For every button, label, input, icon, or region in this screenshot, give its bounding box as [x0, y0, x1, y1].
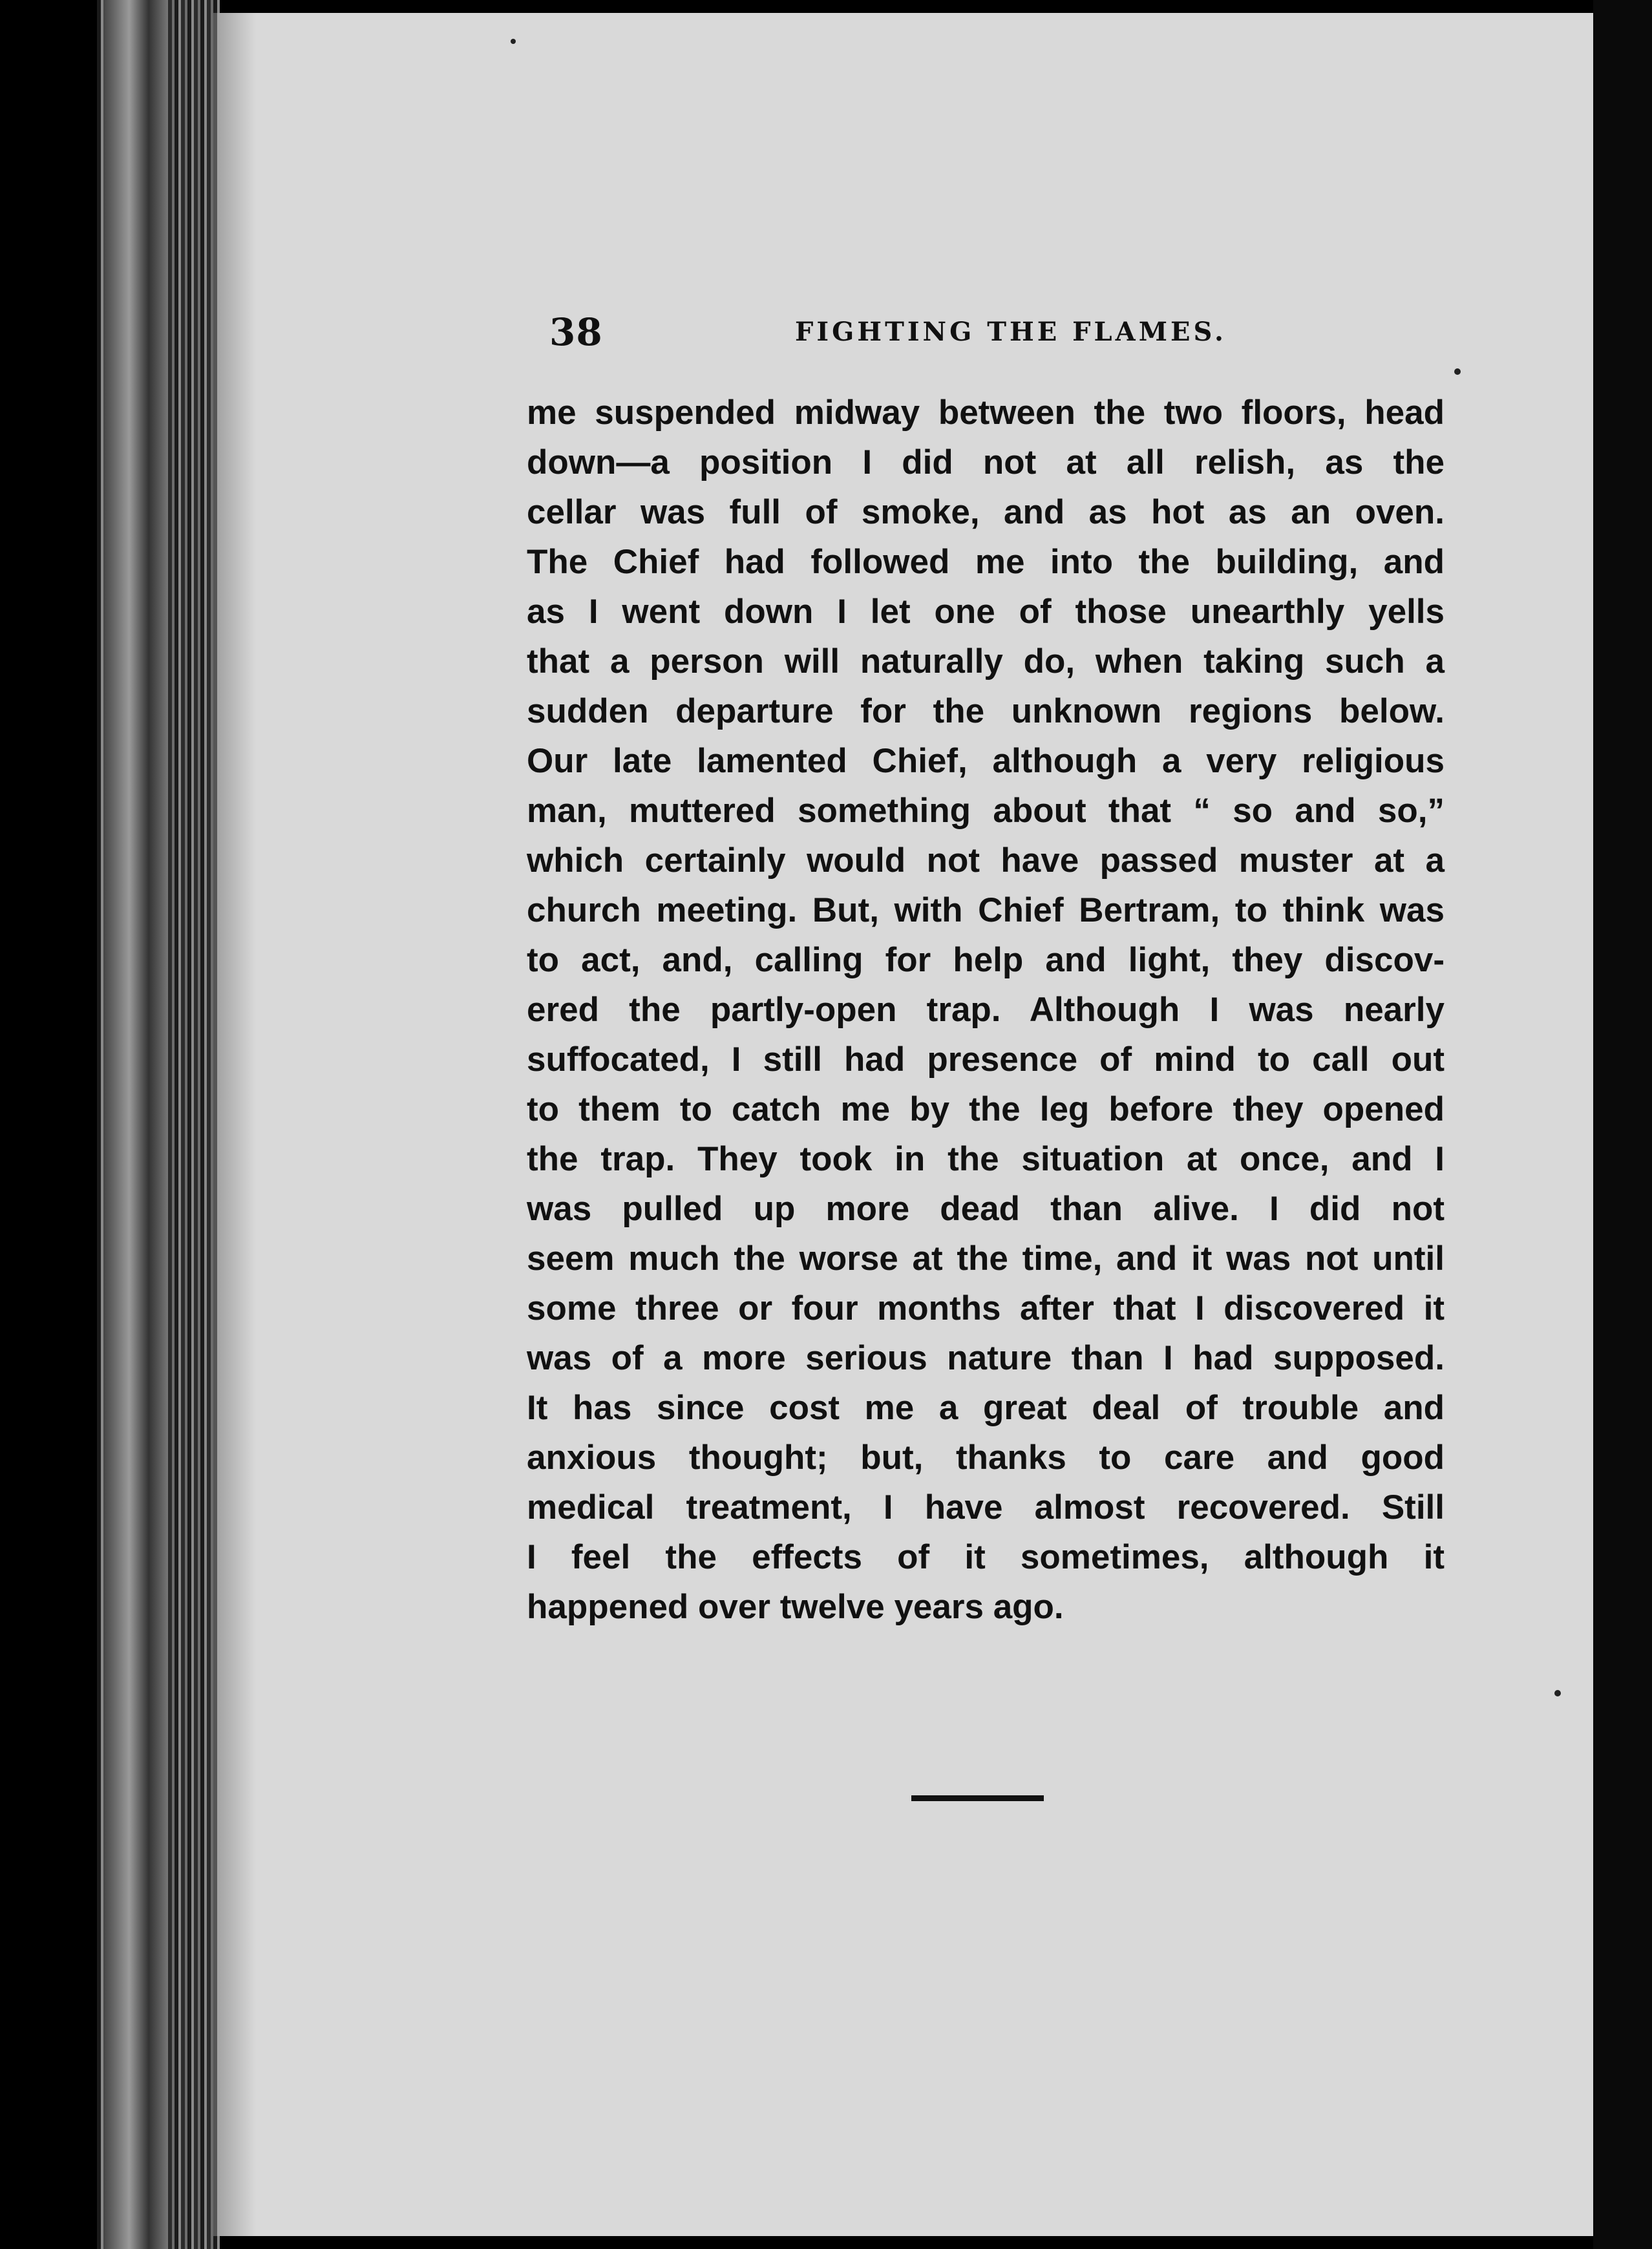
scan-speck	[511, 39, 516, 44]
section-end-rule	[911, 1795, 1044, 1801]
text-line: sudden departure for the unknown regions below.	[527, 692, 1445, 730]
body-text	[527, 388, 1445, 1632]
text-line: church meeting. But, with Chief Bertram, to think was	[527, 891, 1445, 929]
page-number: 38	[549, 310, 603, 354]
scan-speck	[1454, 368, 1461, 375]
text-line: ered the partly-open trap. Although I was nearly	[527, 991, 1445, 1029]
text-line: Our late lamented Chief, although a very religious	[527, 742, 1445, 780]
text-line: anxious thought; but, thanks to care and good	[527, 1439, 1445, 1477]
text-line: cellar was full of smoke, and as hot as an oven.	[527, 493, 1445, 531]
page-gutter-shadow	[217, 13, 256, 2236]
text-line: seem much the worse at the time, and it was not until	[527, 1240, 1445, 1278]
text-line: to them to catch me by the leg before they opened	[527, 1090, 1445, 1128]
text-line: the trap. They took in the situation at once, and I	[527, 1140, 1445, 1178]
text-line: to act, and, calling for help and light, they discov-	[527, 941, 1445, 979]
text-line: was pulled up more dead than alive. I did not	[527, 1190, 1445, 1228]
text-line: down—a position I did not at all relish, as the	[527, 443, 1445, 481]
text-line: I feel the effects of it sometimes, although it	[527, 1538, 1445, 1576]
scan-speck	[1554, 1690, 1561, 1696]
text-line: that a person will naturally do, when taking such a	[527, 642, 1445, 681]
text-line: The Chief had followed me into the building, and	[527, 543, 1445, 581]
text-line: suffocated, I still had presence of mind to call out	[527, 1040, 1445, 1079]
text-line: It has since cost me a great deal of trouble and	[527, 1389, 1445, 1427]
book-page-edges-highlight	[103, 0, 168, 2249]
text-line: happened over twelve years ago.	[527, 1588, 1064, 1626]
text-line: medical treatment, I have almost recovered. Still	[527, 1488, 1445, 1526]
running-head: FIGHTING THE FLAMES.	[795, 317, 1227, 347]
page-header	[549, 310, 1390, 362]
text-line: man, muttered something about that “ so and so,”	[527, 792, 1445, 830]
text-line: as I went down I let one of those unearthly yells	[527, 593, 1445, 631]
text-line: me suspended midway between the two floors, head	[527, 394, 1445, 432]
scan-border	[1593, 0, 1652, 2249]
text-line: some three or four months after that I discovered it	[527, 1289, 1445, 1327]
text-line: which certainly would not have passed muster at a	[527, 841, 1445, 880]
text-line: was of a more serious nature than I had supposed.	[527, 1339, 1445, 1377]
